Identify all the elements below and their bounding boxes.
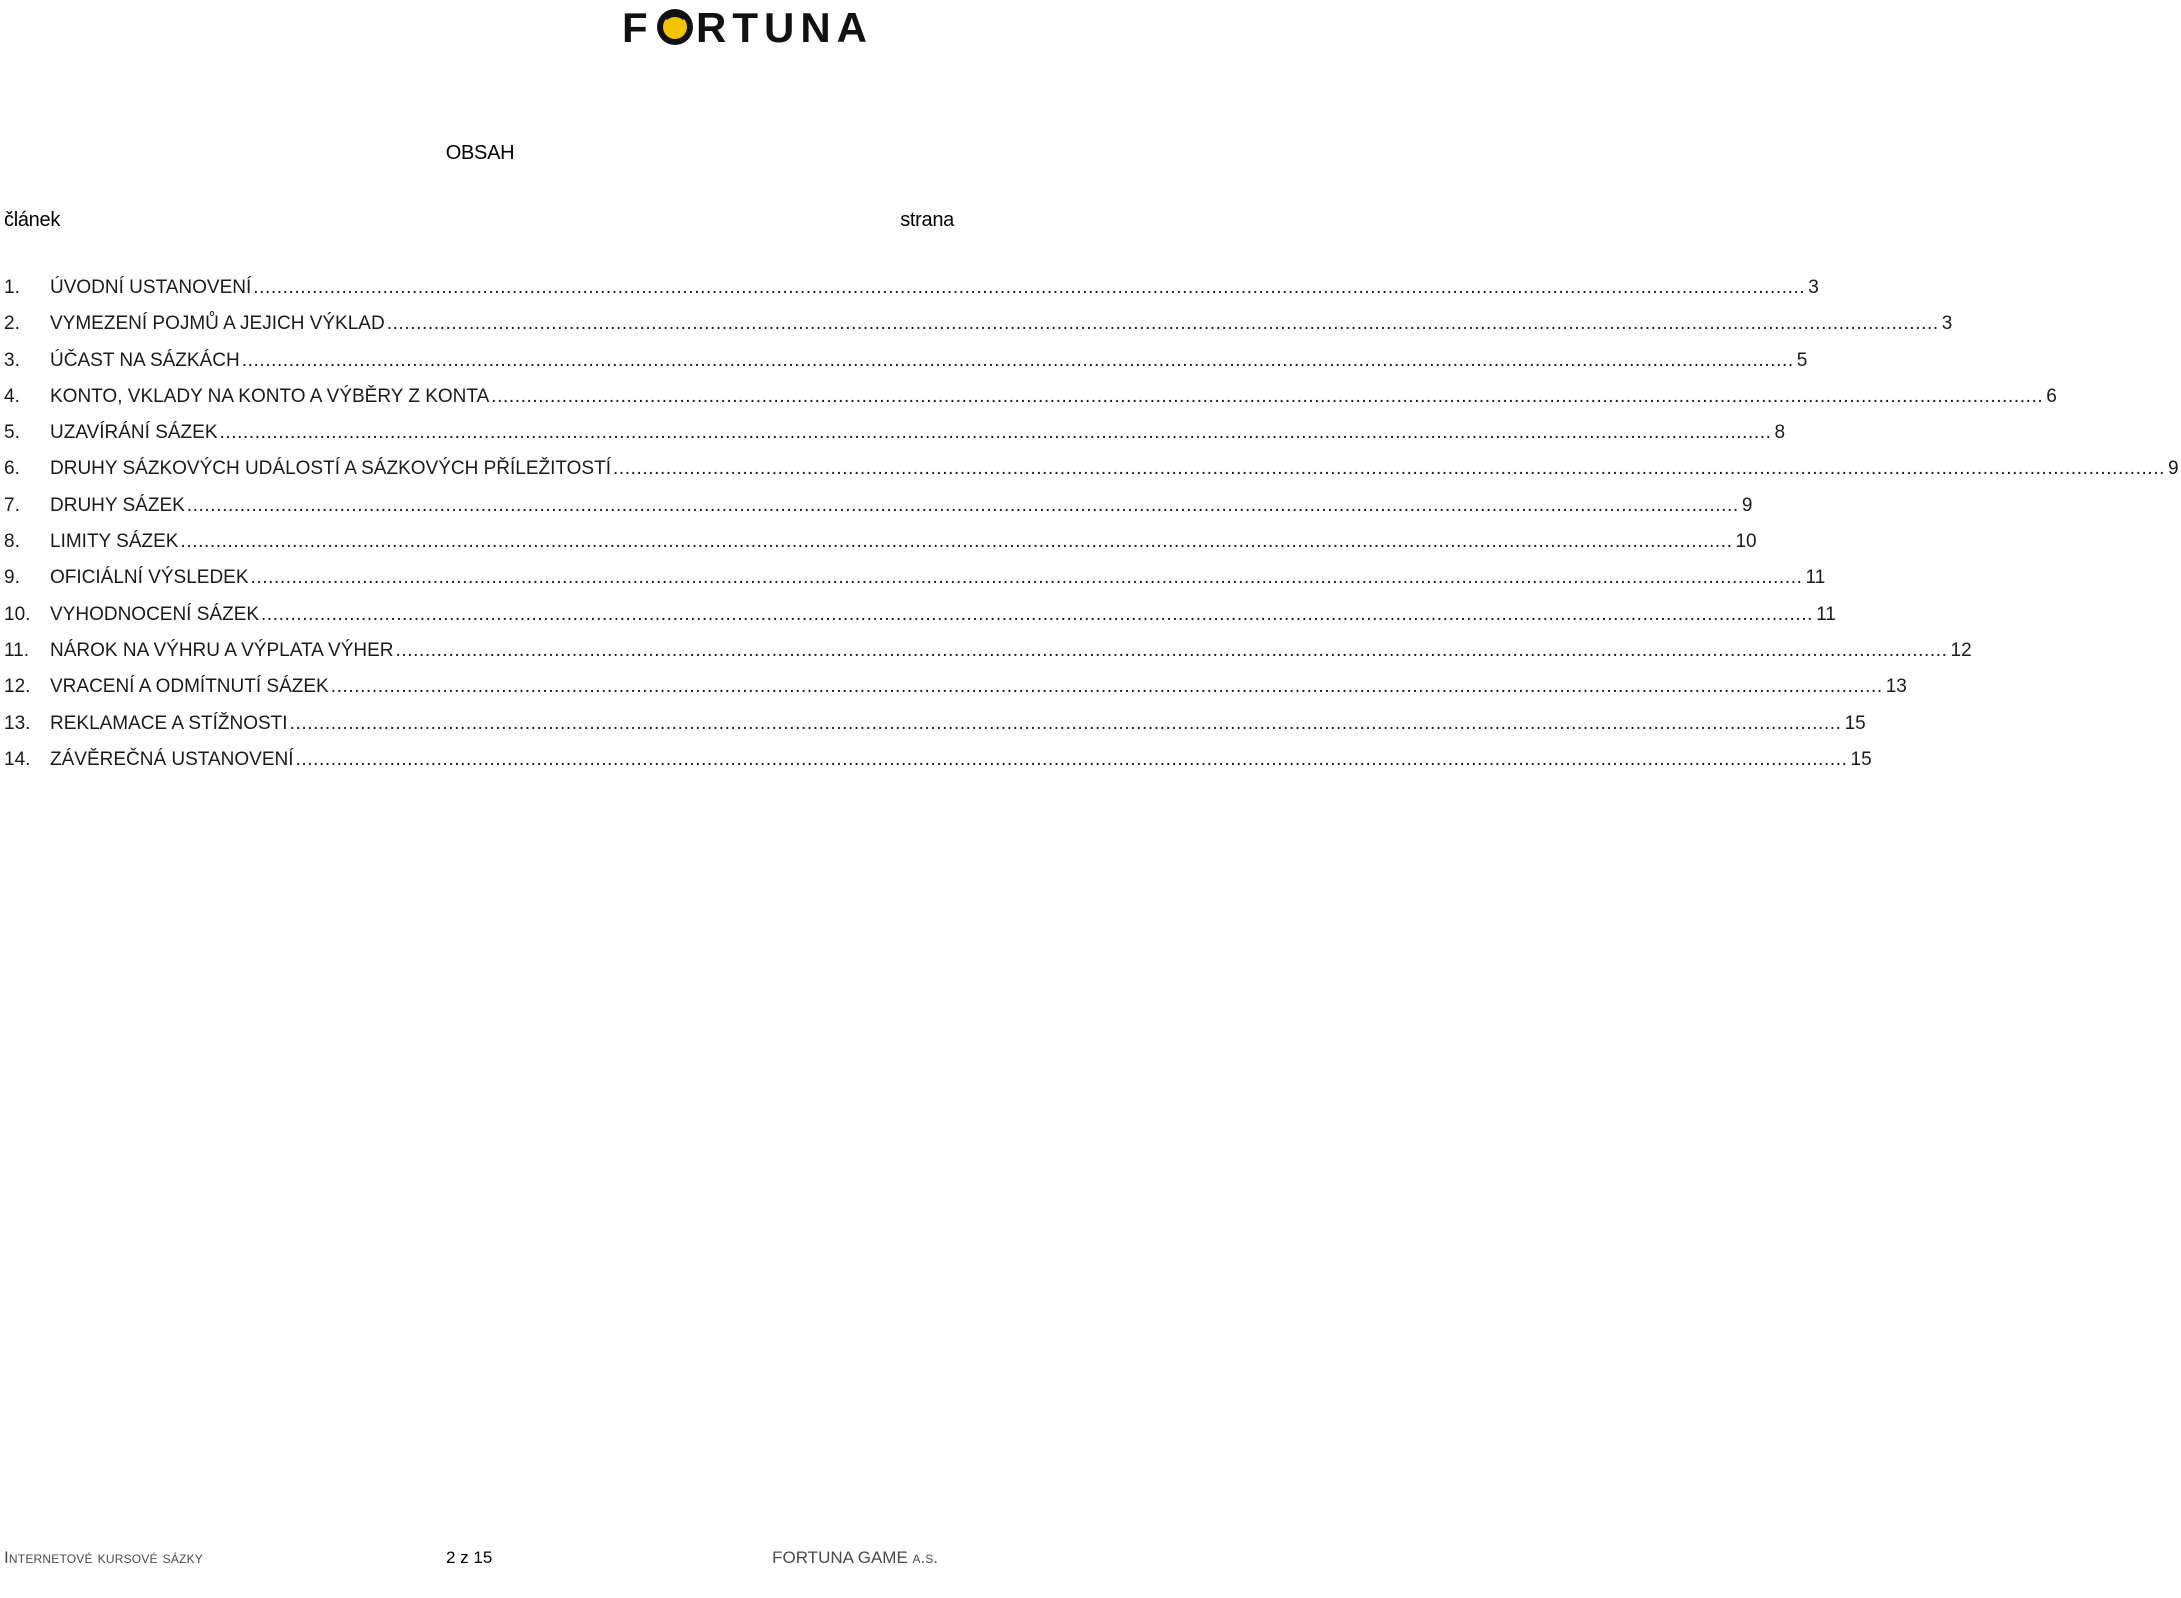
toc-page: 13 [1885, 676, 1907, 698]
toc-item-6[interactable] [4, 457, 2179, 493]
dot-leader [331, 675, 1883, 698]
toc-label: ÚVODNÍ USTANOVENÍ [50, 277, 252, 298]
toc-label: REKLAMACE A STÍŽNOSTI [50, 712, 288, 734]
dot-leader [491, 385, 2043, 408]
dot-leader [290, 712, 1842, 735]
dot-leader [253, 276, 1805, 299]
toc-label: VRACENÍ A ODMÍTNUTÍ SÁZEK [50, 676, 329, 698]
toc-label: LIMITY SÁZEK [50, 531, 179, 553]
toc-label: DRUHY SÁZEK [50, 494, 185, 516]
dot-leader [296, 748, 1848, 771]
footer-page-number: 2 z 15 [446, 1548, 493, 1567]
toc-number: 7. [4, 494, 20, 516]
footer-document-name: Internetové kursové sázky [4, 1548, 203, 1567]
toc-item-13[interactable] [4, 712, 1866, 748]
toc-number: 9. [4, 567, 20, 589]
toc-item-3[interactable] [4, 349, 1808, 385]
dot-leader [261, 603, 1813, 626]
toc-label: OFICIÁLNÍ VÝSLEDEK [50, 567, 249, 589]
page-footer [0, 1548, 960, 1572]
toc-item-1[interactable] [4, 276, 1819, 312]
toc-label: VYMEZENÍ POJMŮ A JEJICH VÝKLAD [50, 313, 385, 335]
toc-page: 15 [1844, 712, 1866, 734]
dot-leader [387, 312, 1939, 335]
dot-leader [220, 421, 1772, 444]
toc-item-11[interactable] [4, 639, 1972, 675]
svg-text:RTUNA: RTUNA [696, 4, 873, 51]
toc-item-9[interactable] [4, 566, 1826, 602]
toc-item-10[interactable] [4, 603, 1836, 639]
table-of-contents [4, 276, 2179, 784]
toc-number: 11. [4, 639, 30, 661]
toc-page: 12 [1950, 639, 1972, 661]
svg-text:F: F [622, 4, 648, 51]
dot-leader [396, 639, 1948, 662]
toc-page: 11 [1805, 567, 1826, 589]
toc-item-8[interactable] [4, 530, 1757, 566]
toc-label: UZAVÍRÁNÍ SÁZEK [50, 422, 218, 444]
footer-company: FORTUNA GAME a.s. [772, 1548, 938, 1567]
toc-item-5[interactable] [4, 421, 1786, 457]
toc-page: 6 [2046, 385, 2057, 407]
toc-number: 14. [4, 748, 31, 770]
toc-number: 1. [4, 277, 20, 298]
toc-page: 9 [1741, 494, 1753, 516]
toc-number: 13. [4, 712, 31, 734]
toc-item-7[interactable] [4, 494, 1753, 530]
toc-number: 8. [4, 531, 20, 553]
page-title: OBSAH [445, 142, 515, 164]
column-header-page: strana [900, 209, 954, 231]
toc-number: 2. [4, 313, 20, 335]
dot-leader [613, 457, 2165, 480]
toc-page: 5 [1796, 349, 1808, 371]
toc-label: NÁROK NA VÝHRU A VÝPLATA VÝHER [50, 639, 394, 661]
toc-number: 12. [4, 676, 31, 698]
toc-page: 15 [1850, 748, 1872, 770]
dot-leader [187, 494, 1739, 517]
toc-number: 3. [4, 349, 20, 371]
toc-page: 8 [1774, 422, 1786, 444]
column-header-article: článek [4, 209, 61, 231]
fortuna-logo-graphic [622, 4, 930, 52]
toc-number: 5. [4, 422, 20, 444]
toc-page: 11 [1816, 603, 1836, 625]
toc-number: 4. [4, 385, 20, 407]
toc-page: 3 [1941, 313, 1953, 335]
toc-label: VYHODNOCENÍ SÁZEK [50, 603, 260, 625]
dot-leader [242, 349, 1794, 372]
toc-item-4[interactable] [4, 385, 2057, 421]
toc-label: KONTO, VKLADY NA KONTO A VÝBĚRY Z KONTA [50, 385, 490, 407]
toc-page: 10 [1735, 531, 1757, 553]
toc-item-2[interactable] [4, 312, 1953, 348]
toc-number: 6. [4, 458, 20, 480]
toc-label: ÚČAST NA SÁZKÁCH [50, 349, 240, 371]
toc-page: 9 [2168, 458, 2179, 480]
toc-label: DRUHY SÁZKOVÝCH UDÁLOSTÍ A SÁZKOVÝCH PŘÍLEŽITOSTÍ [50, 458, 611, 480]
fortuna-logo [622, 4, 930, 52]
dot-leader [251, 566, 1803, 589]
dot-leader [180, 530, 1732, 553]
toc-page: 3 [1808, 277, 1819, 298]
toc-item-12[interactable] [4, 675, 1907, 711]
toc-label: ZÁVĚREČNÁ USTANOVENÍ [50, 748, 294, 770]
toc-number: 10. [4, 603, 31, 625]
toc-item-14[interactable] [4, 748, 1872, 784]
